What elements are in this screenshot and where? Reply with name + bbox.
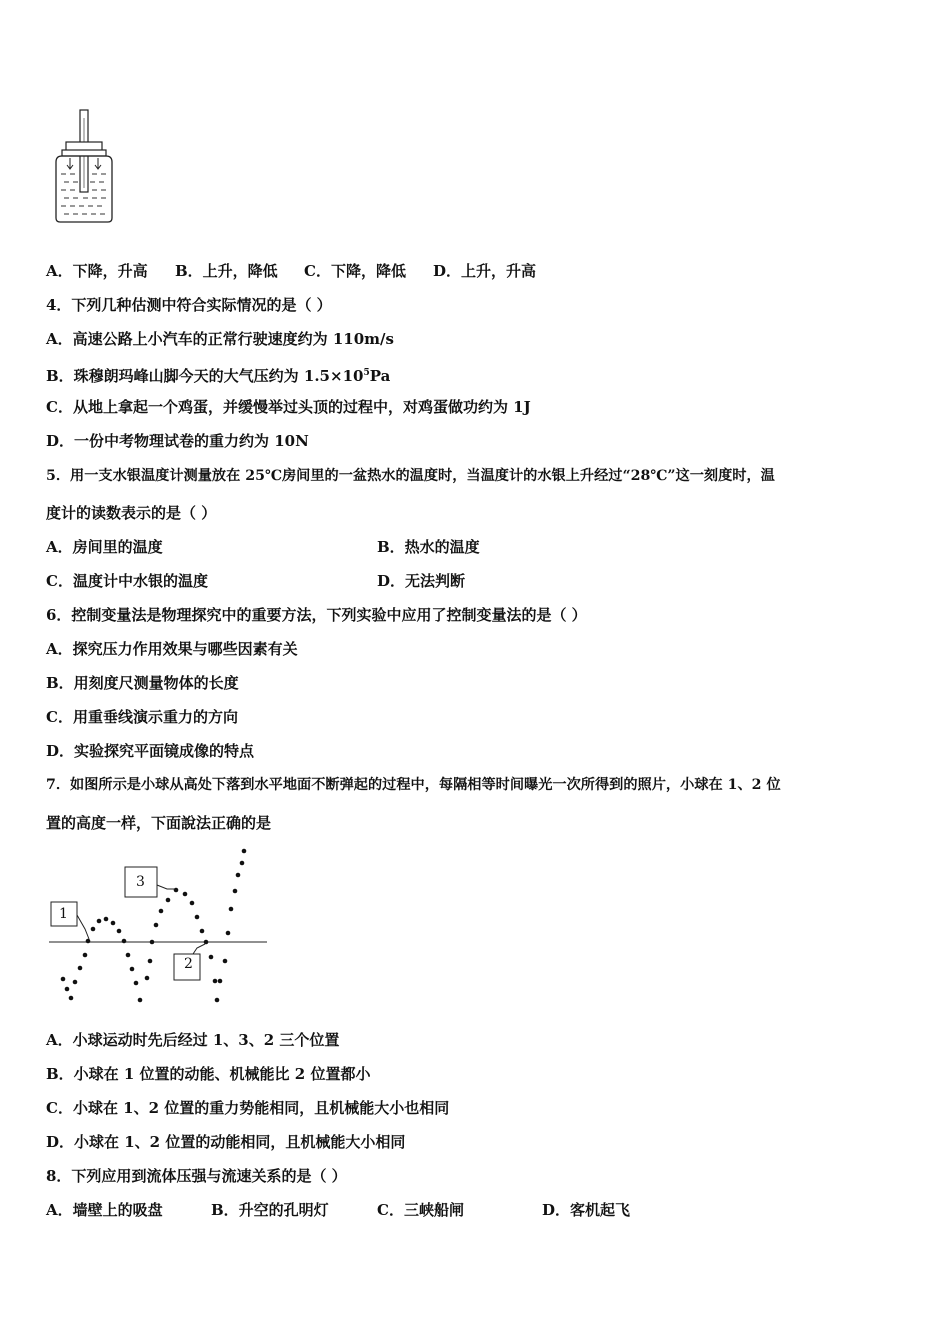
q7-option-c: C．小球在 1、2 位置的重力势能相同，且机械能大小也相同 [46,1099,450,1117]
q5-option-d: D．无法判断 [377,572,466,590]
q8-stem: 8．下列应用到流体压强与流速关系的是（ ） [46,1167,347,1185]
q3-option-a: A．下降，升高 [46,262,148,280]
q5-stem-line2: 度计的读数表示的是（ ） [46,504,217,522]
q3-option-b: B．上升，降低 [175,262,278,280]
q4-option-b-exponent: 5 [363,368,370,378]
q5-option-a: A．房间里的温度 [46,538,163,556]
q8-option-b: B．升空的孔明灯 [211,1201,329,1219]
q7-option-a: A．小球运动时先后经过 1、3、2 三个位置 [46,1031,340,1049]
q6-option-d: D．实验探究平面镜成像的特点 [46,742,255,760]
q5-stem-line1: 5．用一支水银温度计测量放在 25℃房间里的一盆热水的温度时，当温度计的水银上升经过“28℃”这一刻度时，温 [46,468,775,484]
q4-option-d: D．一份中考物理试卷的重力约为 10N [46,432,309,450]
q4-option-a: A．高速公路上小汽车的正常行驶速度约为 110m/s [46,330,394,348]
q7-stem-line2: 置的高度一样，下面說法正确的是 [46,814,272,832]
q6-stem: 6．控制变量法是物理探究中的重要方法，下列实验中应用了控制变量法的是（ ） [46,606,587,624]
q6-option-a: A．探究压力作用效果与哪些因素有关 [46,640,298,658]
q4-option-b-unit: Pa [369,367,391,385]
q3-option-c: C．下降，降低 [304,262,406,280]
q8-option-c: C．三峡船闸 [377,1201,464,1219]
q4-option-b [46,363,390,386]
q3-option-d: D．上升，升高 [433,262,537,280]
q5-option-b: B．热水的温度 [377,538,480,556]
q8-option-a: A．墙壁上的吸盘 [46,1201,163,1219]
bottle-thermometer-figure [50,108,120,226]
q6-option-b: B．用刻度尺测量物体的长度 [46,674,239,692]
q4-option-c: C．从地上拿起一个鸡蛋，并缓慢举过头顶的过程中，对鸡蛋做功约为 1J [46,398,531,416]
q7-option-d: D．小球在 1、2 位置的动能相同，且机械能大小相同 [46,1133,406,1151]
q5-option-c: C．温度计中水银的温度 [46,572,208,590]
ball-label-1: 1 [59,906,68,922]
bouncing-ball-figure [45,845,275,1010]
q6-option-c: C．用重垂线演示重力的方向 [46,708,238,726]
q8-option-d: D．客机起飞 [542,1201,631,1219]
q4-option-b-text: B．珠穆朗玛峰山脚今天的大气压约为 1.5×10 [46,367,364,385]
q4-stem: 4．下列几种估测中符合实际情况的是（ ） [46,296,332,314]
ball-label-3: 3 [136,874,145,890]
ball-label-2: 2 [184,956,193,972]
q7-option-b: B．小球在 1 位置的动能、机械能比 2 位置都小 [46,1065,371,1083]
q7-stem-line1: 7．如图所示是小球从高处下落到水平地面不断弹起的过程中，每隔相等时间曝光一次所得到的照片，小球在 1、2 位 [46,777,781,793]
